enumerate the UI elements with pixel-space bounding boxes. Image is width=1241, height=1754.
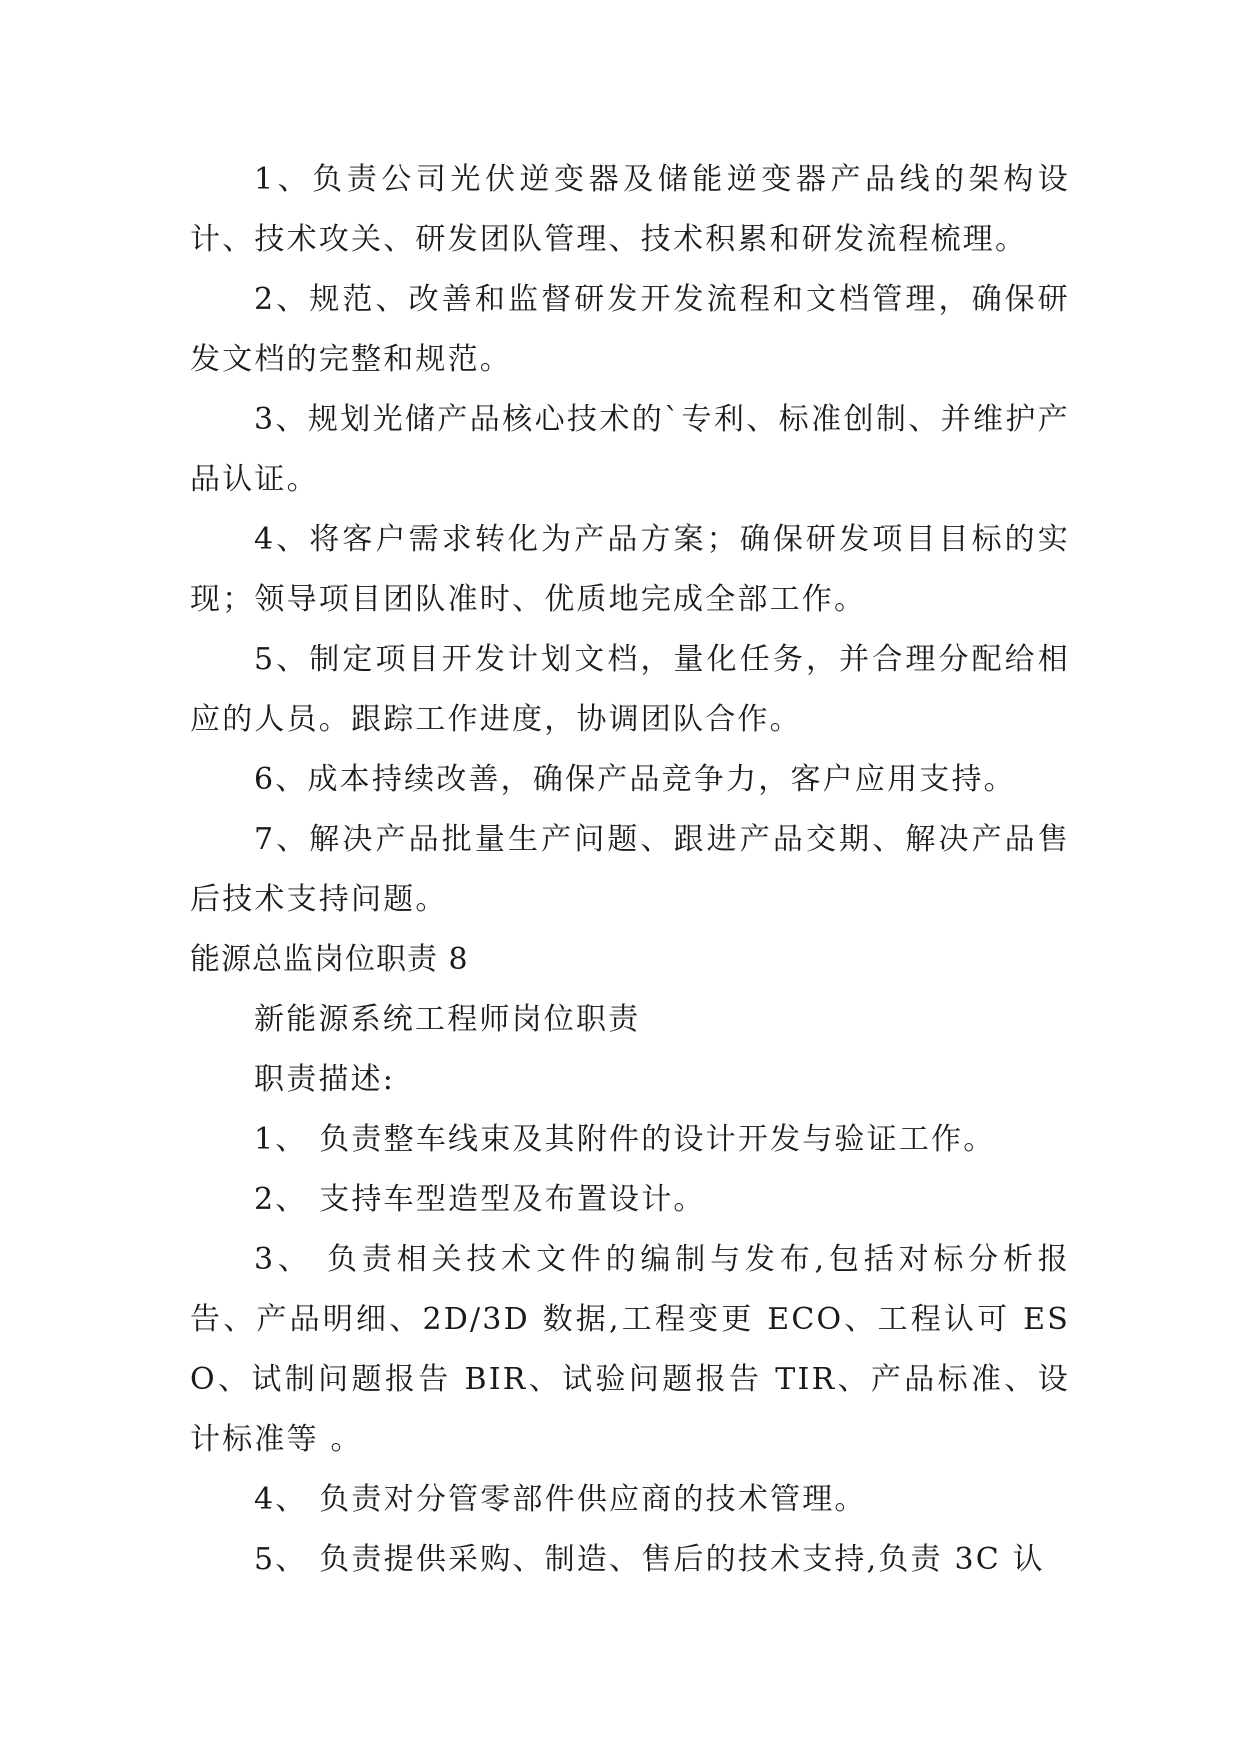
document-page bbox=[190, 150, 1070, 1590]
section-heading: 能源总监岗位职责 8 bbox=[190, 942, 469, 977]
paragraph-2: 2、规范、改善和监督研发开发流程和文档管理，确保研发文档的完整和规范。 bbox=[190, 282, 1070, 377]
paragraph-4: 4、将客户需求转化为产品方案；确保研发项目目标的实现；领导项目团队准时、优质地完成全部工作。 bbox=[190, 522, 1070, 617]
duties-label: 职责描述: bbox=[254, 1062, 396, 1097]
paragraph-7: 7、解决产品批量生产问题、跟进产品交期、解决产品售后技术支持问题。 bbox=[190, 822, 1070, 917]
duty-item-4: 4、 负责对分管零部件供应商的技术管理。 bbox=[254, 1482, 867, 1517]
subtitle: 新能源系统工程师岗位职责 bbox=[254, 1002, 641, 1037]
duty-item-1: 1、 负责整车线束及其附件的设计开发与验证工作。 bbox=[254, 1122, 996, 1157]
duty-item-2: 2、 支持车型造型及布置设计。 bbox=[254, 1182, 706, 1217]
paragraph-3: 3、规划光储产品核心技术的`专利、标准创制、并维护产品认证。 bbox=[190, 402, 1070, 497]
paragraph-1: 1、负责公司光伏逆变器及储能逆变器产品线的架构设计、技术攻关、研发团队管理、技术积累和研发流程梳理。 bbox=[190, 162, 1070, 257]
duty-item-5: 5、 负责提供采购、制造、售后的技术支持,负责 3C 认 bbox=[254, 1542, 1045, 1577]
duty-item-3: 3、 负责相关技术文件的编制与发布,包括对标分析报告、产品明细、2D/3D 数据,工程变更 ECO、工程认可 ESO、试制问题报告 BIR、试验问题报告 TIR、产品标准、设计标准等 。 bbox=[190, 1242, 1070, 1457]
paragraph-6: 6、成本持续改善，确保产品竞争力，客户应用支持。 bbox=[254, 762, 1016, 797]
paragraph-5: 5、制定项目开发计划文档，量化任务，并合理分配给相应的人员。跟踪工作进度，协调团队合作。 bbox=[190, 642, 1070, 737]
